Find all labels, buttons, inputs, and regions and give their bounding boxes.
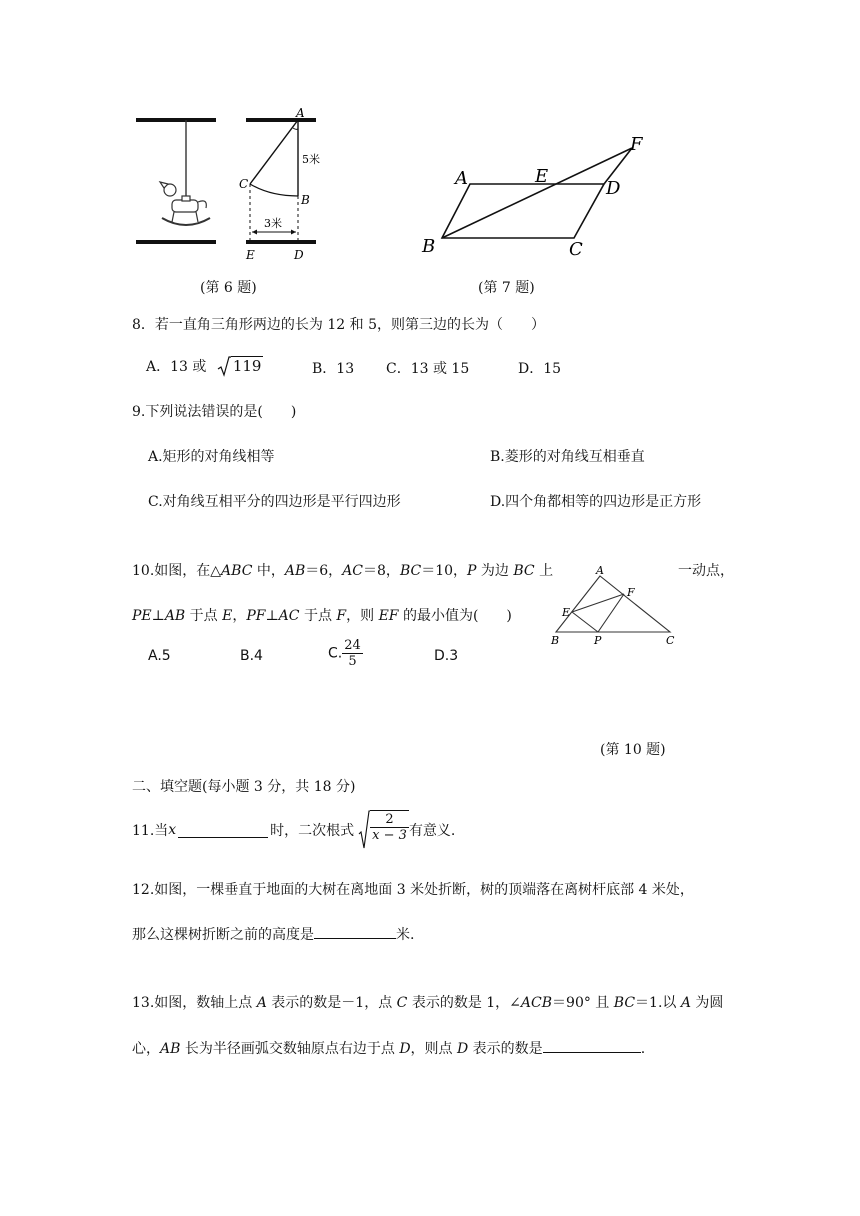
arrow-right-icon	[291, 230, 296, 235]
q8-option-b: B．13	[312, 361, 355, 377]
fig7-parallelogram-ABCD	[442, 184, 604, 238]
q10-var: BC	[513, 563, 535, 579]
fig6-angle-A	[293, 128, 298, 129]
fig6-label-D: D	[294, 248, 304, 262]
q10-var: F	[336, 608, 347, 624]
q10-text: ＝10，	[421, 563, 468, 579]
q11-fraction	[370, 810, 409, 850]
q11-text: 有意义.	[408, 823, 456, 839]
fig6-label-E: E	[246, 248, 255, 262]
fig10-label-C: C	[666, 634, 675, 647]
q8-option-d: D．15	[518, 361, 562, 377]
q10-option-d: D.3	[434, 648, 459, 664]
fig7-segment-BF	[442, 148, 632, 238]
fig10-label-B: B	[551, 634, 560, 647]
q13-text: 表示的数是－1，点	[266, 995, 397, 1011]
q10-text: 于点	[299, 608, 337, 624]
fig6-label-A: A	[296, 106, 305, 120]
q8-radicand: 119	[232, 357, 262, 375]
fig6-length-AB: 5米	[302, 153, 320, 166]
q13-text: ＝1.以	[635, 995, 681, 1011]
q10-var: AC	[342, 563, 364, 579]
fig10-triangle-ABC	[556, 576, 670, 632]
q10-var: AC	[278, 608, 300, 624]
figure-6	[128, 104, 328, 266]
fraction-denominator: x − 3	[372, 828, 407, 843]
fig7-label-B: B	[422, 236, 436, 257]
q11-var: x	[168, 822, 177, 838]
fig6-length-ED: 3米	[264, 217, 282, 230]
q10-var: E	[222, 608, 233, 624]
q13-text: 13.如图，数轴上点	[132, 995, 257, 1011]
fig10-label-E: E	[562, 606, 571, 619]
q10-line1-tail: 一动点，	[678, 563, 734, 579]
fig10-segment-PF	[598, 594, 624, 632]
q10-var: BC	[399, 563, 422, 579]
q10-var: PF	[246, 608, 266, 624]
fig10-segment-PE	[572, 612, 598, 632]
caption-fig10: (第 10 题)	[600, 742, 666, 758]
q13-text: ，则点	[410, 1041, 457, 1057]
q9-option-d: D.四个角都相等的四边形是正方形	[490, 494, 702, 510]
q13-var: BC	[613, 995, 636, 1011]
q13-var: C	[396, 995, 408, 1011]
q12-line1: 12.如图，一棵垂直于地面的大树在离地面 3 米处折断，树的顶端落在离树杆底部 4 米处，	[132, 882, 694, 898]
q10-var: PE	[132, 608, 152, 624]
q13-text: 心，	[132, 1041, 160, 1057]
q10-text: 为边	[476, 563, 514, 579]
fig7-label-C: C	[569, 239, 583, 260]
q13-var: D	[457, 1041, 469, 1057]
q10-text: ⊥	[265, 608, 279, 624]
q12-answer-blank[interactable]	[314, 924, 396, 939]
fig6-label-C: C	[239, 177, 249, 191]
q10-text: 上	[534, 563, 554, 579]
q10-option-c-fraction	[342, 638, 363, 669]
q10-var: EF	[378, 608, 399, 624]
q12-text: 那么这棵树折断之前的高度是	[132, 927, 314, 943]
radical-sign-icon	[217, 356, 231, 378]
fraction-denominator: 5	[348, 654, 357, 669]
fraction-numerator: 24	[344, 638, 361, 653]
fig10-segment-EF	[572, 594, 624, 612]
q10-var: AB	[164, 608, 186, 624]
q11-radical	[358, 810, 409, 850]
radical-sign-icon	[358, 810, 370, 850]
caption-fig6: (第 6 题)	[200, 280, 257, 296]
fig6-arc-CB	[250, 184, 298, 196]
sqrt-icon	[217, 356, 264, 378]
q13-text: ＝90° 且	[552, 995, 614, 1011]
q10-option-c	[328, 638, 363, 669]
q10-line1	[132, 560, 553, 580]
fig6-label-B: B	[301, 193, 310, 207]
q10-option-a: A.5	[148, 648, 171, 664]
fig7-label-F: F	[630, 134, 643, 155]
rocking-horse-icon	[160, 182, 210, 225]
fig10-label-P: P	[594, 634, 602, 647]
q10-line2	[132, 605, 512, 625]
figure-10	[548, 562, 680, 648]
q10-option-b: B.4	[240, 648, 263, 664]
q13-var: A	[680, 995, 691, 1011]
q12-line2	[132, 924, 414, 944]
q9-option-c: C.对角线互相平分的四边形是平行四边形	[148, 494, 401, 510]
q10-text: ，则	[346, 608, 379, 624]
q10-text: ，	[232, 608, 247, 624]
q10-option-c-prefix: C.	[328, 645, 343, 662]
q9-stem: 9.下列说法错误的是( )	[132, 404, 297, 420]
q10-text: ＝6，	[305, 563, 343, 579]
q13-answer-blank[interactable]	[543, 1038, 641, 1053]
fig7-label-D: D	[606, 178, 621, 199]
q10-text: 10.如图，在△	[132, 563, 222, 579]
q13-text: .	[640, 1041, 646, 1057]
q13-text: 表示的数是 1，∠	[407, 995, 521, 1011]
fraction-numerator: 2	[370, 812, 409, 828]
q10-text: 中，	[252, 563, 285, 579]
q12-text: 米.	[396, 927, 415, 943]
q8-option-a	[146, 356, 263, 378]
fig7-label-A: A	[455, 168, 468, 189]
q10-text: ＝8，	[363, 563, 400, 579]
q10-var: P	[467, 563, 477, 579]
q13-var: AB	[160, 1041, 181, 1057]
q13-var: ACB	[520, 995, 553, 1011]
q11-text: 时，二次根式	[270, 823, 355, 839]
section-2-heading: 二、填空题(每小题 3 分，共 18 分)	[132, 779, 356, 795]
q10-text: 于点	[185, 608, 223, 624]
q13-text: 为圆	[690, 995, 724, 1011]
q8-option-a-prefix: A．13 或	[146, 359, 207, 375]
figure-7	[418, 132, 658, 262]
q10-text: ⊥	[151, 608, 165, 624]
q9-option-b: B.菱形的对角线互相垂直	[490, 449, 645, 465]
fig10-label-A: A	[596, 564, 604, 577]
q10-var: ABC	[221, 563, 253, 579]
q13-text: 表示的数是	[468, 1041, 543, 1057]
q8-option-c: C．13 或 15	[386, 361, 470, 377]
q13-line2	[132, 1038, 645, 1058]
q13-line1	[132, 992, 723, 1012]
q10-text: 的最小值为( )	[398, 608, 512, 624]
q9-option-a: A.矩形的对角线相等	[148, 449, 275, 465]
q8-stem: 8．若一直角三角形两边的长为 12 和 5，则第三边的长为（ ）	[132, 317, 545, 333]
q11-line	[132, 808, 455, 852]
q13-text: 长为半径画弧交数轴原点右边于点	[180, 1041, 400, 1057]
q13-var: A	[256, 995, 267, 1011]
fig6-segment-AC	[250, 120, 298, 184]
fig7-label-E: E	[535, 166, 549, 187]
q10-var: AB	[284, 563, 306, 579]
caption-fig7: (第 7 题)	[478, 280, 535, 296]
q11-answer-blank[interactable]	[178, 823, 268, 838]
q13-var: D	[399, 1041, 411, 1057]
q11-text: 11.当	[132, 823, 169, 839]
arrow-left-icon	[252, 230, 257, 235]
fig10-label-F: F	[627, 586, 635, 599]
